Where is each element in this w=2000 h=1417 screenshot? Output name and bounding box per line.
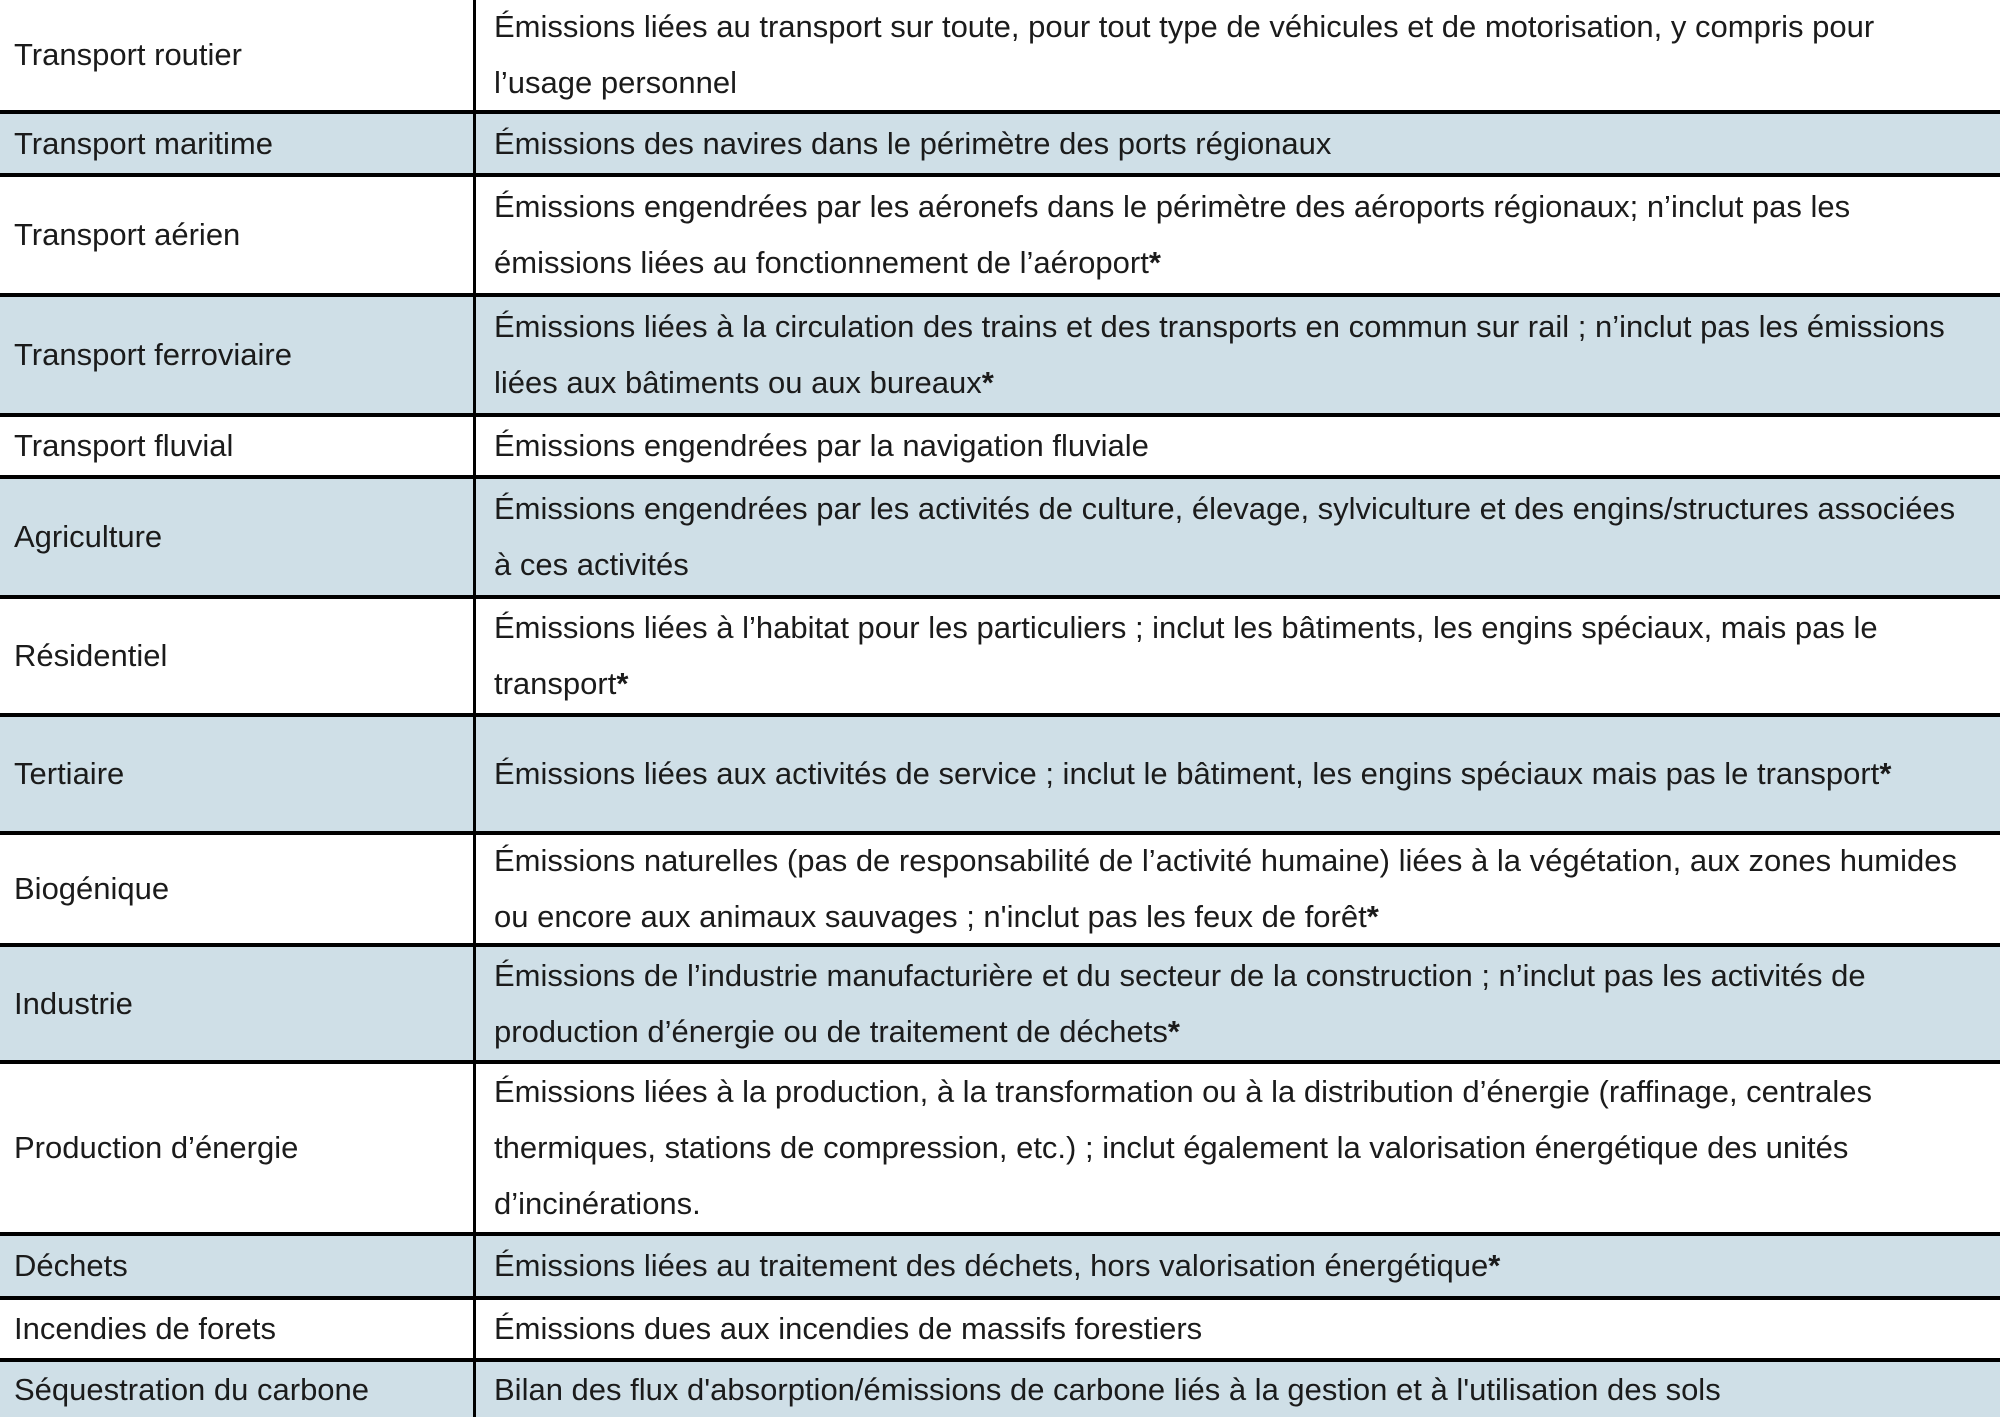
description-body: Émissions engendrées par la navigation fluviale [494, 428, 1149, 463]
category-label: Transport fluvial [14, 428, 234, 463]
category-label: Transport ferroviaire [14, 337, 292, 372]
description-text [494, 0, 1974, 110]
description-cell [476, 417, 2000, 475]
description-text [494, 299, 1974, 411]
description-text [494, 1064, 1974, 1232]
table-row [0, 1358, 2000, 1417]
category-cell [0, 114, 476, 173]
table-row [0, 475, 2000, 595]
category-label: Tertiaire [14, 756, 125, 791]
category-cell [0, 835, 476, 943]
description-cell [476, 947, 2000, 1060]
description-text [494, 600, 1974, 712]
description-cell [476, 177, 2000, 293]
category-label: Agriculture [14, 519, 163, 554]
footnote-asterisk: * [1148, 245, 1161, 280]
table-row [0, 713, 2000, 831]
description-body: Bilan des flux d'absorption/émissions de carbone liés à la gestion et à l'utilisation des sols [494, 1371, 1721, 1407]
description-body: Émissions des navires dans le périmètre des ports régionaux [494, 125, 1332, 161]
description-body: Émissions liées au transport sur toute, pour tout type de véhicules et de motorisation, y compris pour l’usage personnel [494, 9, 1875, 100]
description-body: Émissions naturelles (pas de responsabilité de l’activité humaine) liées à la végétation, aux zones humides ou encore aux animaux sauvages ; n'inclut pas les feux de forêt [494, 843, 1957, 934]
footnote-asterisk: * [616, 666, 629, 701]
description-body: Émissions liées à la circulation des trains et des transports en commun sur rail ; n’inclut pas les émissions liées aux bâtiments ou aux bureaux [494, 309, 1945, 400]
description-cell [476, 1236, 2000, 1296]
category-cell [0, 1362, 476, 1417]
category-cell [0, 1300, 476, 1358]
description-cell [476, 599, 2000, 713]
category-label: Production d’énergie [14, 1130, 299, 1165]
category-cell [0, 479, 476, 595]
table-row [0, 173, 2000, 293]
category-cell [0, 297, 476, 413]
description-text [494, 746, 1891, 802]
description-text [494, 481, 1974, 593]
table-row [0, 595, 2000, 713]
footnote-asterisk: * [1366, 899, 1379, 934]
description-text [494, 179, 1974, 291]
footnote-asterisk: * [1879, 756, 1892, 791]
footnote-asterisk: * [981, 365, 994, 400]
category-cell [0, 1064, 476, 1232]
table-row [0, 0, 2000, 110]
description-cell [476, 479, 2000, 595]
category-label: Résidentiel [14, 638, 168, 673]
description-body: Émissions engendrées par les aéronefs dans le périmètre des aéroports régionaux; n’inclut pas les émissions liées au fonctionnement de l’aéroport [494, 189, 1851, 280]
category-cell [0, 599, 476, 713]
table-row [0, 293, 2000, 413]
description-body: Émissions liées à la production, à la transformation ou à la distribution d’énergie (raffinage, centrales thermiques, stations de compression, etc.) ; inclut également la valorisation énergétique des unités d’incinérations. [494, 1074, 1872, 1221]
category-cell [0, 177, 476, 293]
category-label: Transport routier [14, 37, 242, 72]
table-row [0, 1296, 2000, 1358]
table-row [0, 1232, 2000, 1296]
category-label: Transport aérien [14, 217, 241, 252]
category-label: Biogénique [14, 871, 170, 906]
description-body: Émissions liées aux activités de service ; inclut le bâtiment, les engins spéciaux mais pas le transport [494, 756, 1880, 791]
category-cell [0, 0, 476, 110]
category-cell [0, 947, 476, 1060]
table-row [0, 413, 2000, 475]
category-cell [0, 717, 476, 831]
description-text [494, 948, 1974, 1060]
table-row [0, 110, 2000, 173]
description-cell [476, 297, 2000, 413]
footnote-asterisk: * [1167, 1013, 1180, 1049]
category-label: Incendies de forets [14, 1311, 276, 1346]
description-body: Émissions de l’industrie manufacturière et du secteur de la construction ; n’inclut pas les activités de production d’énergie ou de traitement de déchets [494, 957, 1866, 1049]
category-cell [0, 417, 476, 475]
description-text [494, 1238, 1500, 1294]
category-label: Déchets [14, 1248, 128, 1283]
description-text [494, 116, 1331, 172]
footnote-asterisk: * [1488, 1248, 1501, 1283]
description-cell [476, 835, 2000, 943]
description-text [494, 418, 1149, 474]
description-cell [476, 114, 2000, 173]
description-body: Émissions engendrées par les activités de culture, élevage, sylviculture et des engins/structures associées à ces activités [494, 491, 1956, 582]
description-cell [476, 1064, 2000, 1232]
description-text [494, 833, 1974, 943]
category-cell [0, 1236, 476, 1296]
description-cell [476, 0, 2000, 110]
description-body: Émissions dues aux incendies de massifs forestiers [494, 1311, 1203, 1346]
category-label: Transport maritime [14, 125, 273, 161]
table-row [0, 831, 2000, 943]
description-text [494, 1301, 1202, 1357]
table-row [0, 943, 2000, 1060]
category-label: Industrie [14, 985, 133, 1021]
description-text [494, 1362, 1721, 1417]
description-cell [476, 1300, 2000, 1358]
description-cell [476, 717, 2000, 831]
table-row [0, 1060, 2000, 1232]
category-label: Séquestration du carbone [14, 1371, 370, 1407]
description-cell [476, 1362, 2000, 1417]
description-body: Émissions liées au traitement des déchets, hors valorisation énergétique [494, 1248, 1489, 1283]
description-body: Émissions liées à l’habitat pour les particuliers ; inclut les bâtiments, les engins spéciaux, mais pas le transport [494, 610, 1878, 701]
